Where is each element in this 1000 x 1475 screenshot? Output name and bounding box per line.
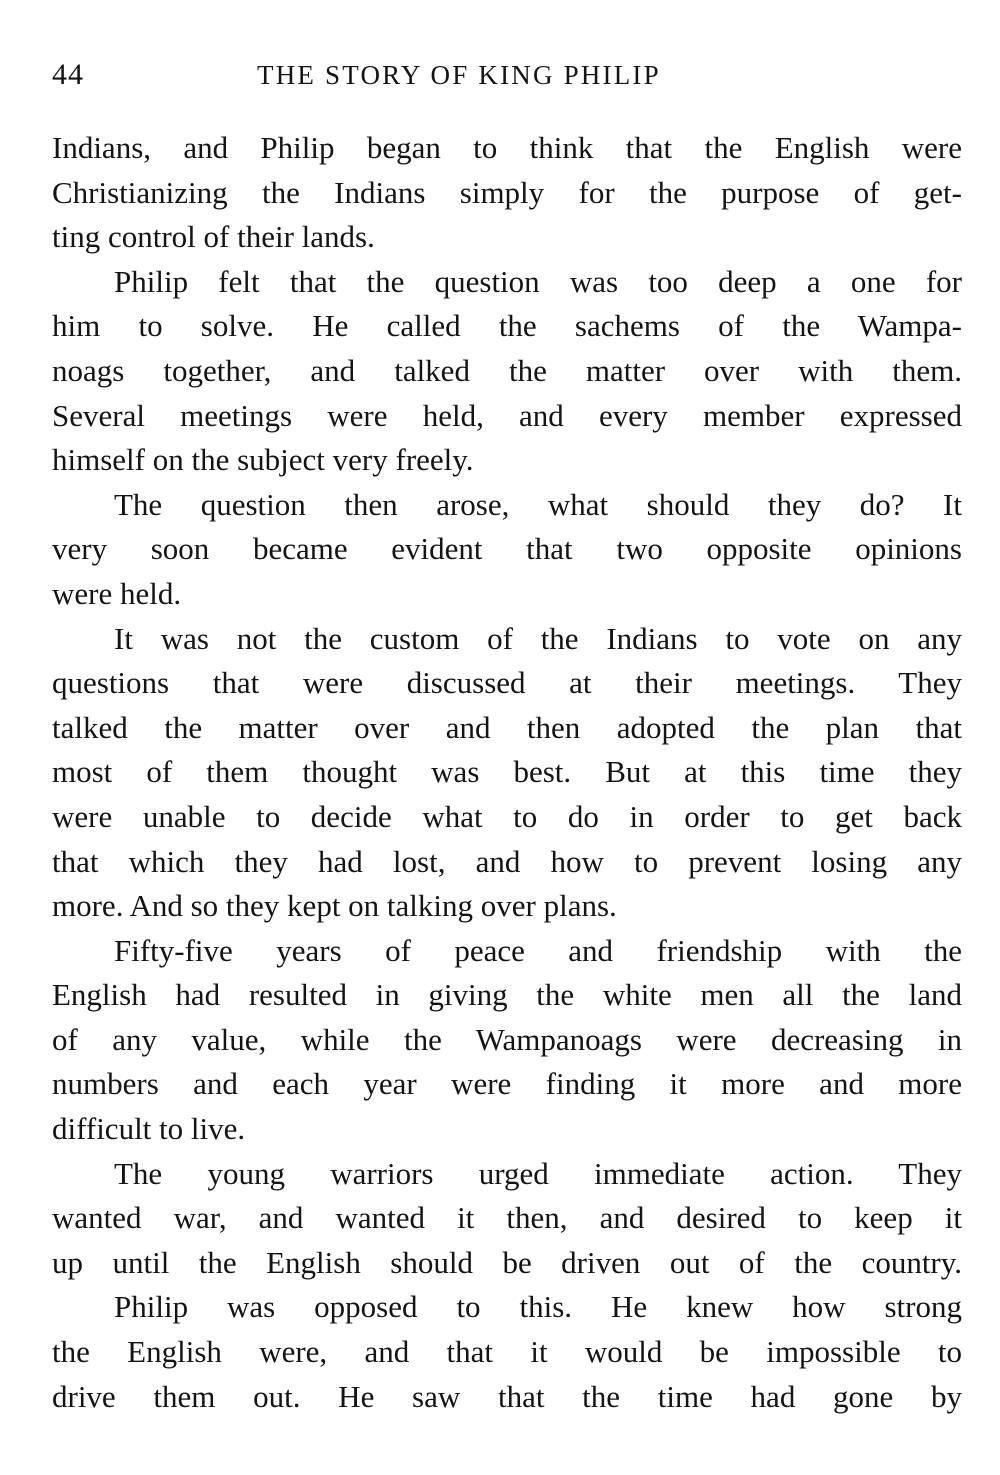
text-line: drive them out. He saw that the time had gone by [52,1378,962,1414]
page-header [52,58,962,102]
text-line: the English were, and that it would be impossible to [52,1334,962,1370]
text-line: were held. [52,575,182,611]
text-line: himself on the subject very freely. [52,442,474,478]
text-line: very soon became evident that two opposite opinions [52,531,962,567]
text-line: Several meetings were held, and every member expressed [52,397,962,433]
text-line: Philip felt that the question was too deep a one for [114,263,962,299]
paragraph [52,617,962,929]
text-line: Fifty-five years of peace and friendship with the [114,932,962,968]
text-line: of any value, while the Wampanoags were decreasing in [52,1021,962,1057]
text-line: The young warriors urged immediate action. They [114,1155,962,1191]
text-line: The question then arose, what should they do? It [114,486,962,522]
text-line: up until the English should be driven out of the country. [52,1244,962,1280]
text-line: more. And so they kept on talking over plans. [52,888,617,924]
text-line: most of them thought was best. But at this time they [52,754,962,790]
body-text [52,126,962,1419]
text-line: Philip was opposed to this. He knew how strong [114,1289,962,1325]
text-line: that which they had lost, and how to prevent losing any [52,843,962,879]
paragraph [52,929,962,1152]
paragraph [52,1285,962,1419]
text-line: Christianizing the Indians simply for the purpose of get- [52,174,962,210]
paragraph [52,260,962,483]
running-title: THE STORY OF KING PHILIP [257,60,661,90]
text-line: noags together, and talked the matter over with them. [52,352,962,388]
paragraph [52,126,962,260]
text-line: Indians, and Philip began to think that the English were [52,130,962,165]
text-line: difficult to live. [52,1111,246,1147]
text-line: English had resulted in giving the white men all the land [52,977,962,1013]
text-line: ting control of their lands. [52,219,375,255]
text-line: talked the matter over and then adopted the plan that [52,709,962,745]
page-number: 44 [52,58,84,91]
text-line: were unable to decide what to do in order to get back [52,798,962,834]
text-line: numbers and each year were finding it more and more [52,1066,962,1102]
text-line: questions that were discussed at their meetings. They [52,665,962,701]
text-line: wanted war, and wanted it then, and desired to keep it [52,1200,962,1236]
text-line: It was not the custom of the Indians to vote on any [114,620,962,656]
paragraph [52,1152,962,1286]
paragraph [52,483,962,617]
text-line: him to solve. He called the sachems of the Wampa- [52,308,962,344]
